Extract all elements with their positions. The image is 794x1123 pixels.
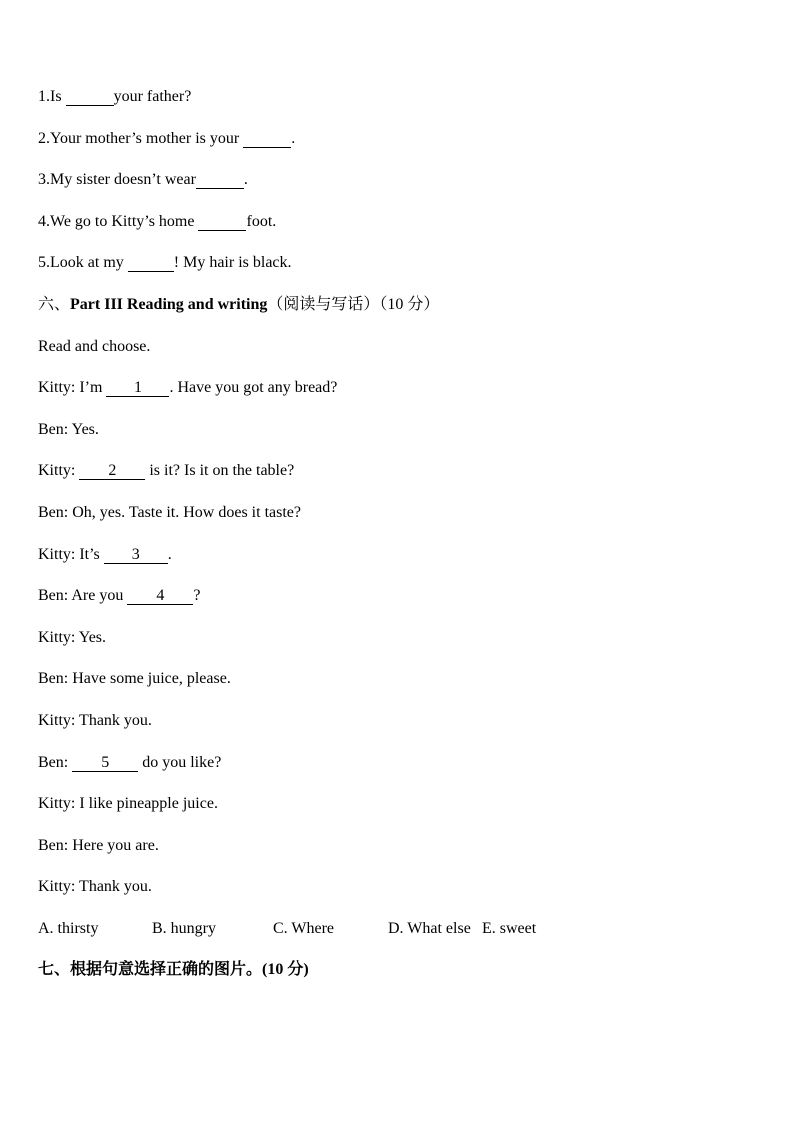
question-3 xyxy=(38,170,248,190)
dialogue-text: Ben: Are you xyxy=(38,587,128,604)
dialogue-text: Kitty: It’s xyxy=(38,546,104,563)
option-e: E. sweet xyxy=(482,920,537,937)
answer-blank xyxy=(198,214,246,231)
dialogue-text: . Have you got any bread? xyxy=(169,379,338,396)
question-5 xyxy=(38,253,292,273)
answer-options xyxy=(38,919,598,939)
dialogue-line-2: Ben: Yes. xyxy=(38,421,99,438)
option-c: C. Where xyxy=(273,920,335,937)
question-1-text: 1.Is xyxy=(38,88,66,105)
dialogue-line-4: Ben: Oh, yes. Taste it. How does it taste? xyxy=(38,504,301,521)
question-1 xyxy=(38,87,191,107)
dialogue-text: ? xyxy=(193,587,201,604)
dialogue-text: is it? Is it on the table? xyxy=(145,462,295,479)
dialogue-text: Kitty: I’m xyxy=(38,379,107,396)
blank-2: 2 xyxy=(79,463,145,480)
dialogue-text: Kitty: xyxy=(38,462,80,479)
blank-5: 5 xyxy=(72,755,138,772)
dialogue-line-13: Kitty: Thank you. xyxy=(38,878,152,895)
answer-blank xyxy=(66,89,114,106)
dialogue-line-6 xyxy=(38,586,200,606)
dialogue-line-12: Ben: Here you are. xyxy=(38,837,159,854)
question-2-text: 2.Your mother’s mother is your xyxy=(38,130,244,147)
question-5-text: 5.Look at my xyxy=(38,254,128,271)
question-2-rest: . xyxy=(291,130,296,147)
dialogue-line-8: Ben: Have some juice, please. xyxy=(38,670,231,687)
dialogue-text: . xyxy=(167,546,172,563)
question-3-text: 3.My sister doesn’t wear xyxy=(38,171,196,188)
question-5-rest: ! My hair is black. xyxy=(173,254,292,271)
option-a: A. thirsty xyxy=(38,920,99,937)
section-7-heading: 七、根据句意选择正确的图片。(10 分) xyxy=(38,961,309,978)
instruction: Read and choose. xyxy=(38,338,151,355)
question-4-text: 4.We go to Kitty’s home xyxy=(38,213,199,230)
dialogue-line-9: Kitty: Thank you. xyxy=(38,712,152,729)
dialogue-text: do you like? xyxy=(138,754,222,771)
dialogue-line-1 xyxy=(38,378,337,398)
option-d: D. What else xyxy=(388,920,471,937)
dialogue-line-11: Kitty: I like pineapple juice. xyxy=(38,795,218,812)
section-6-title: Part III Reading and writing xyxy=(70,296,268,313)
dialogue-text: Ben: xyxy=(38,754,73,771)
dialogue-line-5 xyxy=(38,545,172,565)
dialogue-line-3 xyxy=(38,461,294,481)
answer-blank xyxy=(196,172,244,189)
section-6-number: 六、 xyxy=(38,296,71,313)
question-3-rest: . xyxy=(243,171,248,188)
blank-3: 3 xyxy=(104,547,168,564)
question-1-rest: your father? xyxy=(113,88,192,105)
dialogue-line-7: Kitty: Yes. xyxy=(38,629,107,646)
question-2 xyxy=(38,129,295,149)
answer-blank xyxy=(243,131,291,148)
dialogue-line-10 xyxy=(38,753,221,773)
section-6-heading xyxy=(38,295,439,315)
option-b: B. hungry xyxy=(152,920,216,937)
question-4 xyxy=(38,212,276,232)
question-4-rest: foot. xyxy=(246,213,277,230)
answer-blank xyxy=(128,255,174,272)
section-6-subtitle: （阅读与写话）（10 分） xyxy=(267,296,440,313)
blank-4: 4 xyxy=(127,588,193,605)
blank-1: 1 xyxy=(106,380,169,397)
